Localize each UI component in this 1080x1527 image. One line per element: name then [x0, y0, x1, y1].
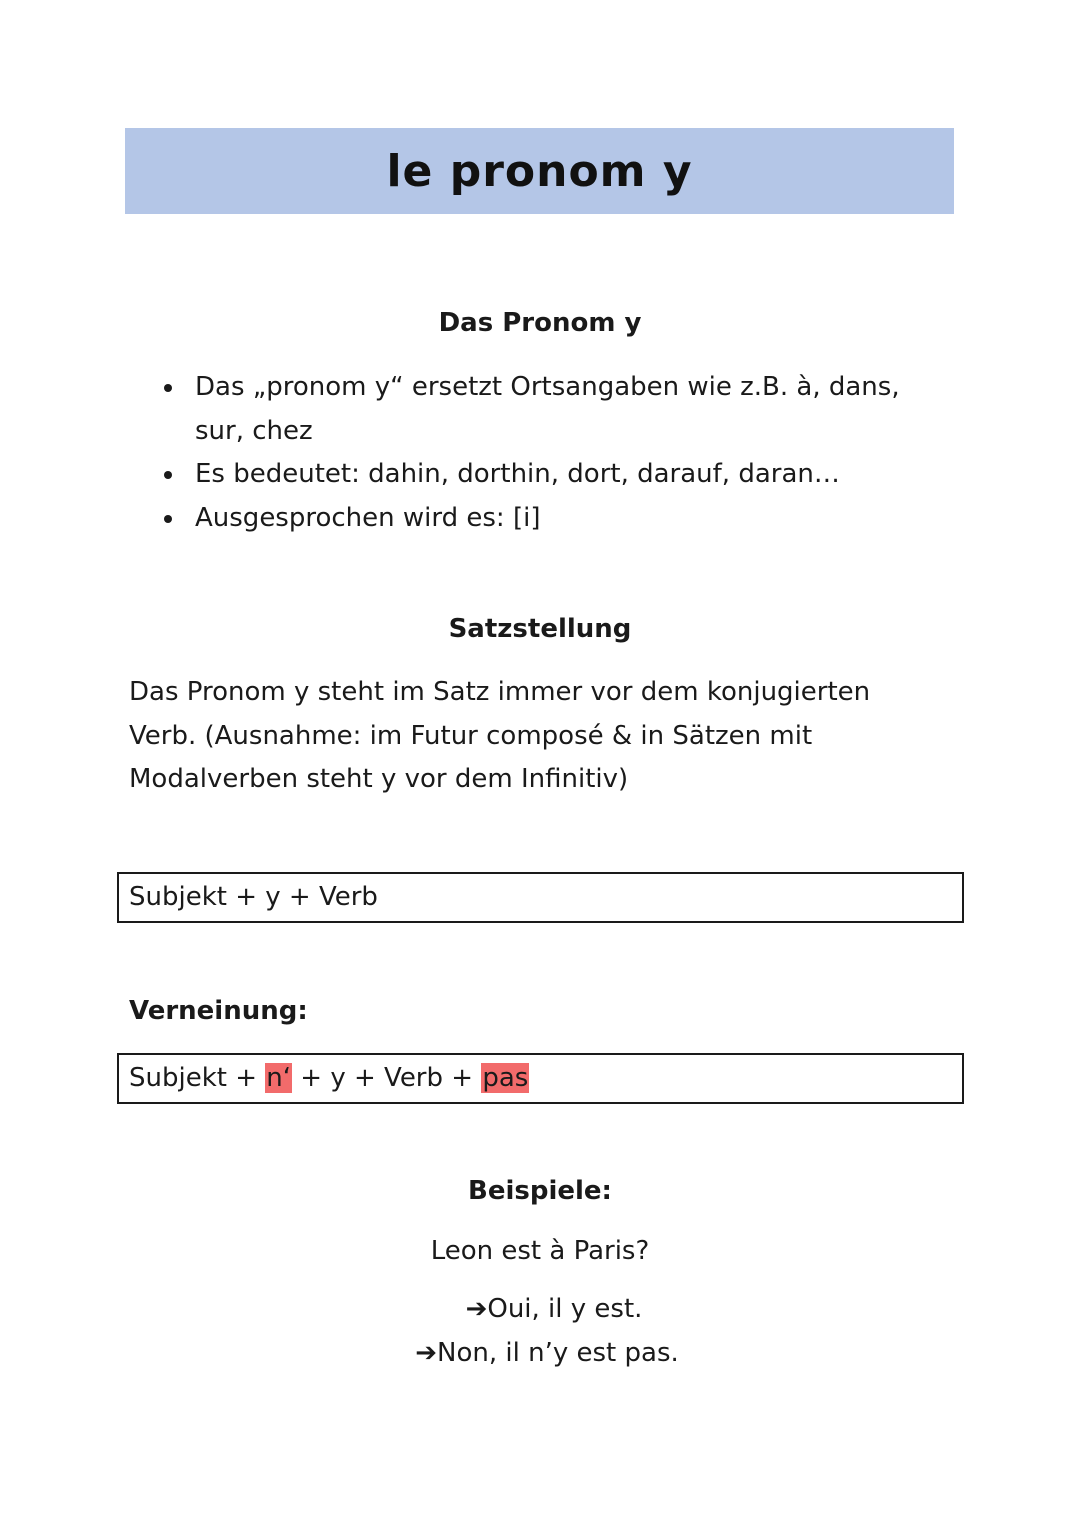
formula-box-affirmative [117, 872, 964, 923]
negation-label: Verneinung: [129, 996, 308, 1026]
formula-text: Subjekt + y + Verb [129, 882, 378, 912]
highlight-ne: n‘ [266, 1063, 292, 1093]
section-heading-pronoun: Das Pronom y [438, 308, 642, 338]
word-order-explanation [129, 671, 959, 802]
pronoun-bullet-list [162, 366, 942, 540]
example-question: Leon est à Paris? [430, 1236, 650, 1266]
page-title: le pronom y [386, 145, 693, 197]
paragraph-line: Modalverben steht y vor dem Infinitiv) [129, 764, 629, 794]
bullet-item [162, 497, 942, 541]
bullet-text: Ausgesprochen wird es: [i] [195, 502, 541, 533]
paragraph-line: Das Pronom y steht im Satz immer vor dem konjugierten [129, 677, 871, 707]
formula-text-middle: + y + Verb + [292, 1063, 482, 1093]
bullet-item [162, 453, 942, 497]
example-answer-yes [0, 1294, 1080, 1324]
formula-box-negation [117, 1053, 964, 1104]
answer-no-text: Non, il n’y est pas. [437, 1338, 679, 1368]
arrow-right-icon: ➔ [465, 1294, 488, 1324]
example-answer-no [0, 1338, 1080, 1368]
arrow-right-icon: ➔ [415, 1338, 438, 1368]
answer-yes-text: Oui, il y est. [487, 1294, 643, 1324]
bullet-text: Das „pronom y“ ersetzt Ortsangaben wie z.B. à, dans, [195, 372, 900, 402]
bullet-item [162, 366, 942, 453]
formula-text-start: Subjekt + [129, 1063, 266, 1093]
paragraph-line: Verb. (Ausnahme: im Futur composé & in Sätzen mit [129, 720, 813, 751]
highlight-pas: pas [482, 1063, 529, 1093]
examples-heading: Beispiele: [468, 1176, 612, 1206]
title-banner [125, 128, 954, 214]
section-heading-word-order: Satzstellung [448, 614, 632, 644]
bullet-text-continued: sur, chez [195, 415, 313, 446]
bullet-text: Es bedeutet: dahin, dorthin, dort, darauf, daran… [195, 459, 840, 489]
